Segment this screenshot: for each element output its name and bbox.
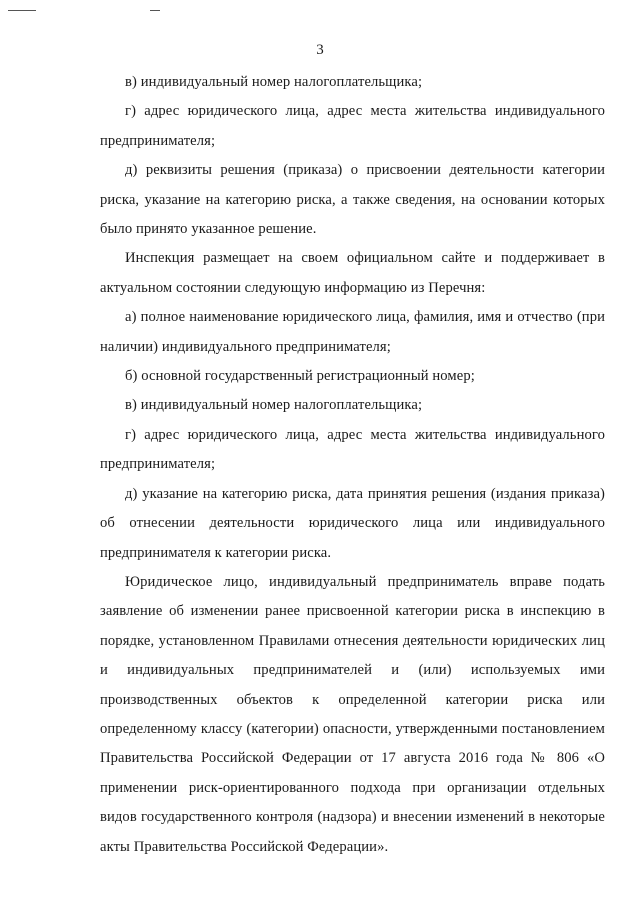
document-body — [100, 68, 605, 862]
paragraph-item-v-inn-2: в) индивидуальный номер налогоплательщика; — [125, 397, 423, 414]
paragraph-item-d-risk-category: д) указание на категорию риска, дата принятия решения (издания приказа) об отнесении деятельности юридического лица или индивидуального предпринимателя к категории риска. — [100, 485, 605, 561]
paragraph-item-a-full-name: а) полное наименование юридического лица, фамилия, имя и отчество (при наличии) индивидуального предпринимателя; — [100, 309, 605, 355]
scan-artifact-line — [150, 10, 160, 11]
scan-artifact-line — [8, 10, 36, 11]
paragraph-item-g-address-2: г) адрес юридического лица, адрес места жительства индивидуального предпринимателя; — [100, 426, 605, 473]
paragraph-item-d-decision-details: д) реквизиты решения (приказа) о присвоении деятельности категории риска, указание на категорию риска, а также сведения, на основании которых было принято указанное решение. — [100, 162, 605, 238]
paragraph-item-g-address: г) адрес юридического лица, адрес места жительства индивидуального предпринимателя; — [100, 103, 605, 149]
paragraph-inspection-publishes: Инспекция размещает на своем официальном сайте и поддерживает в актуальном состоянии следующую информацию из Перечня: — [100, 250, 605, 296]
paragraph-item-b-ogrn: б) основной государственный регистрационный номер; — [125, 368, 475, 385]
paragraph-item-v-inn: в) индивидуальный номер налогоплательщика; — [125, 74, 423, 90]
page-number: 3 — [316, 42, 324, 58]
paragraph-change-request: Юридическое лицо, индивидуальный предприниматель вправе подать заявление об изменении ранее присвоенной категории риска в инспекцию в порядке, установленном Правилами отнесения деятельности юридических лиц и индивидуальных предпринимателей и (или) используемых ими производственных объектов к определенной категории риска или определенному классу (категории) опасности, утвержденными постановлением Правительства Российской Федерации от 17 августа 2016 года № 806 «О применении риск-ориентированного подхода при организации отдельных видов государственного контроля (надзора) и внесении изменений в некоторые акты Правительства Российской Федерации». — [100, 573, 605, 855]
